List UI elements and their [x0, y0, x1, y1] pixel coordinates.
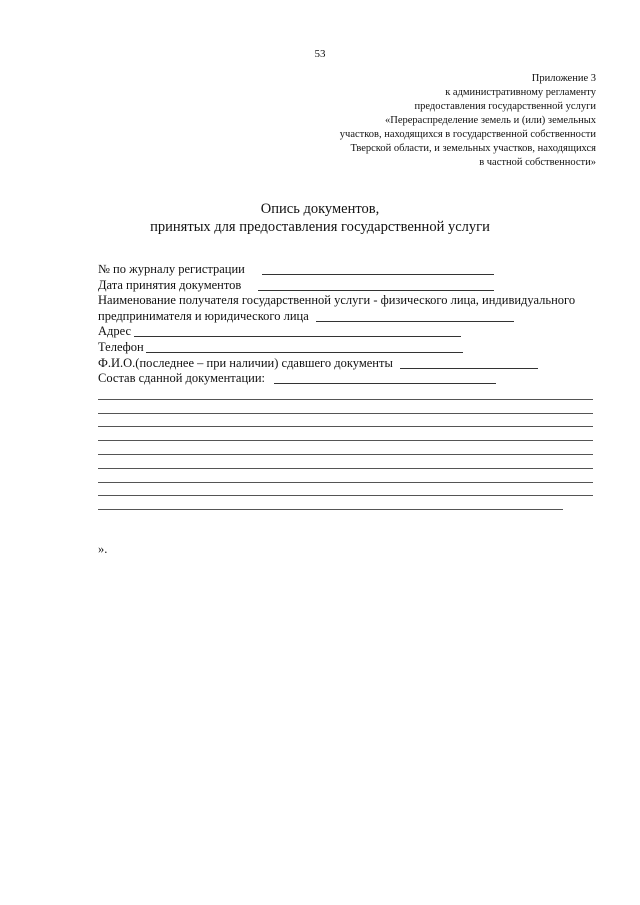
- journal-number-row: [98, 262, 598, 278]
- submitter-name-field[interactable]: [400, 356, 538, 369]
- acceptance-date-label: Дата принятия документов: [98, 277, 242, 292]
- closing-quote: ».: [98, 542, 108, 556]
- recipient-name-label-1: Наименование получателя государственной услуги - физического лица, индивидуального: [98, 293, 576, 308]
- appendix-line: «Перераспределение земель и (или) земельных: [385, 115, 596, 126]
- title-line-2: принятых для предоставления государственной услуги: [150, 219, 490, 235]
- recipient-name-row-1: [98, 293, 598, 309]
- appendix-header: [276, 72, 596, 170]
- blank-line[interactable]: [98, 414, 593, 428]
- appendix-line: участков, находящихся в государственной собственности: [339, 129, 596, 140]
- recipient-name-row-2: [98, 309, 598, 325]
- appendix-line: предоставления государственной услуги: [414, 101, 596, 112]
- documents-list-lines: [98, 386, 593, 510]
- documents-list-label: Состав сданной документации:: [98, 371, 265, 386]
- journal-number-label: № по журналу регистрации: [98, 262, 245, 276]
- blank-line[interactable]: [98, 496, 563, 510]
- inventory-form: [98, 262, 598, 387]
- phone-row: [98, 340, 598, 356]
- blank-line[interactable]: [98, 455, 593, 469]
- address-field[interactable]: [134, 324, 461, 337]
- blank-line[interactable]: [98, 469, 593, 483]
- recipient-name-field[interactable]: [316, 309, 514, 322]
- documents-list-row: [98, 371, 598, 387]
- documents-list-field[interactable]: [274, 371, 496, 384]
- phone-label: Телефон: [98, 339, 144, 354]
- recipient-name-label-2: предпринимателя и юридического лица: [98, 308, 309, 323]
- submitter-name-row: [98, 356, 598, 372]
- blank-line[interactable]: [98, 400, 593, 414]
- journal-number-field[interactable]: [262, 262, 494, 275]
- address-label: Адрес: [98, 324, 132, 339]
- appendix-line: Приложение 3: [531, 73, 596, 84]
- blank-line[interactable]: [98, 441, 593, 455]
- phone-field[interactable]: [146, 340, 463, 353]
- blank-line[interactable]: [98, 386, 593, 400]
- blank-line[interactable]: [98, 483, 593, 497]
- page-number: 53: [314, 48, 326, 60]
- acceptance-date-row: [98, 278, 598, 294]
- submitter-name-label: Ф.И.О.(последнее – при наличии) сдавшего документы: [98, 355, 393, 370]
- title-line-1: Опись документов,: [260, 201, 380, 217]
- appendix-line: в частной собственности»: [479, 157, 596, 168]
- acceptance-date-field[interactable]: [258, 278, 494, 291]
- address-row: [98, 324, 598, 340]
- document-title: [0, 200, 640, 236]
- appendix-line: Тверской области, и земельных участков, находящихся: [350, 143, 596, 154]
- blank-line[interactable]: [98, 427, 593, 441]
- appendix-line: к административному регламенту: [445, 87, 596, 98]
